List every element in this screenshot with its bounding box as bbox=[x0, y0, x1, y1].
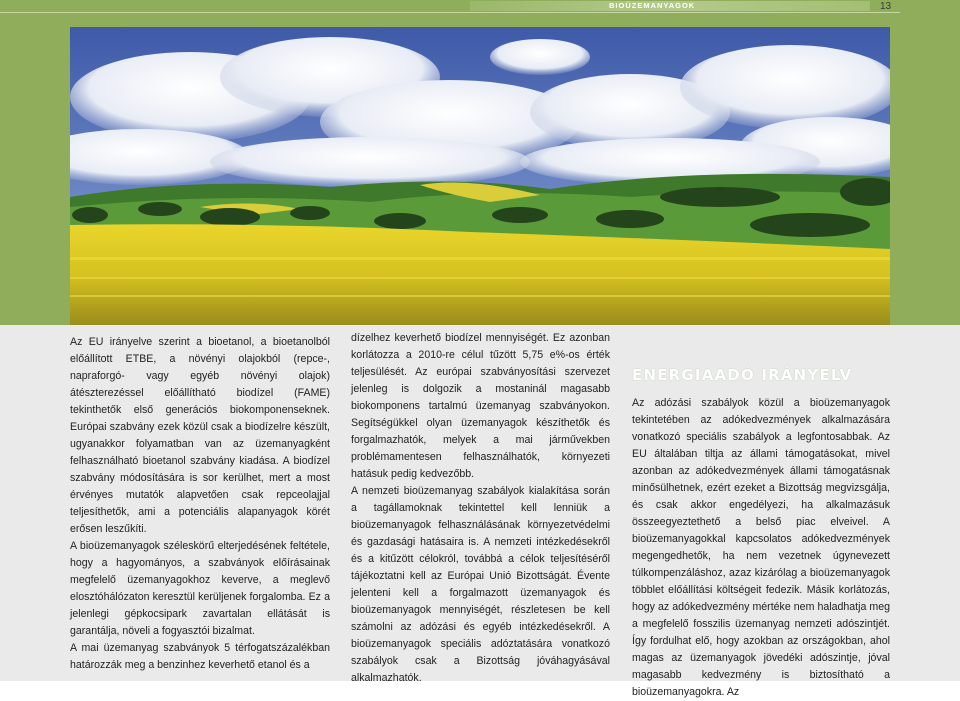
running-title: BIOÜZEMANYAGOK bbox=[609, 1, 696, 10]
column-1-paragraph: A bioüzemanyagok széleskörű elterjedésének feltétele, hogy a hagyományos, a szabványok előírásainak megfelelő üzemanyagokhoz keverve, a meglevő elosztóhálózaton keresztül kerüljenek forgalomba. Ez a jelenlegi gépkocsipark zavartalan ellátását is garantálja, növeli a fogyasztói bizalmat. bbox=[70, 540, 330, 637]
column-3 bbox=[632, 395, 890, 701]
column-1 bbox=[70, 334, 330, 674]
column-1-paragraph: A mai üzemanyag szabványok 5 térfogatszázalékban határozzák meg a benzinhez keverhető etanol és a bbox=[70, 642, 330, 671]
rapeseed-field-photo bbox=[70, 27, 890, 325]
page-number: 13 bbox=[880, 1, 892, 12]
section-title: ENERGIAADÓ IRÁNYELV bbox=[632, 366, 853, 384]
column-2-paragraph: dízelhez keverhető biodízel mennyiségét. Ez azonban korlátozza a 2010-re célul tűzött 5,75 e%-os érték teljesülését. Az európai szabványosítási szervezet jelenleg is dolgozik a mostaninál magasabb biokomponens tartalmú üzemanyag szabványokon. Segítségükkel olyan üzemanyagok készíthetők és forgalmazhatók, melyek a mai járművekben problémamentesen felhasználhatók, környezeti hatásuk pedig kedvezőbb. bbox=[351, 332, 610, 480]
column-2-paragraph: A nemzeti bioüzemanyag szabályok kialakítása során a tagállamoknak tekintettel kell lenniük a bioüzemanyagok felhasználásának környezetvédelmi és gazdasági hatásaira is. A nemzeti intézkedésekről és a kitűzött célokról, továbbá a célok teljesítéséről tájékoztatni kell az Európai Unió Bizottságát. Évente jelenteni kell a forgalmazott üzemanyagok és bioüzemanyagok mennyiségét, részletesen be kell számolni az adózási és egyéb intézkedésekről. A bioüzemanyagok speciális adóztatására vonatkozó szabályok csak a Bizottság jóváhagyásával alkalmazhatók. bbox=[351, 485, 610, 684]
column-3-paragraph: Az adózási szabályok közül a bioüzemanyagok tekintetében az adókedvezmények alkalmazására vonatkozó speciális szabályok a legfontosabbak. Az EU általában tiltja az állami támogatásokat, mivel azonban az adókedvezmények állami támogatásnak minősülhetnek, ezért ezeket a Bizottság megvizsgálja, és csak akkor engedélyezi, ha alkalmazásuk összeegyeztethető a belső piac elveivel. A bioüzemanyagokkal kapcsolatos adókedvezmények megengedhetők, ha nem vezetnek úgynevezett túlkompenzáláshoz, azaz kizárólag a bioüzemanyagok többlet előállítási költségeit fedezik. Másik korlátozás, hogy az adókedvezmény mértéke nem haladhatja meg a megfelelő fosszilis üzemanyag nemzeti adószintjét. Így fordulhat elő, hogy azokban az országokban, ahol magas az üzemanyagok jövedéki adószintje, jóval magasabb kedvezmény is biztosítható a bioüzemanyagokra. Az bbox=[632, 397, 890, 698]
header-rule bbox=[0, 12, 900, 13]
column-1-paragraph: Az EU irányelve szerint a bioetanol, a bioetanolból előállított ETBE, a növényi olajokból (repce-, napraforgó- vagy egyéb növényi olajok) átészterezéssel előállítható biodízel (FAME) tekinthetők első generációs biokomponenseknek. Európai szabvány ezek közül csak a biodízelre készült, ugyanakkor folyamatban van az üzemanyagként felhasználható bioetanol szabvány kiadása. A biodízel szabvány módosítására is sor kerülhet, mert a most érvényes mutatók alapvetően csak repceolajjal teljesíthetők, ami a potenciális alapanyagok körét erősen leszűkíti. bbox=[70, 336, 330, 535]
column-2 bbox=[351, 330, 610, 687]
